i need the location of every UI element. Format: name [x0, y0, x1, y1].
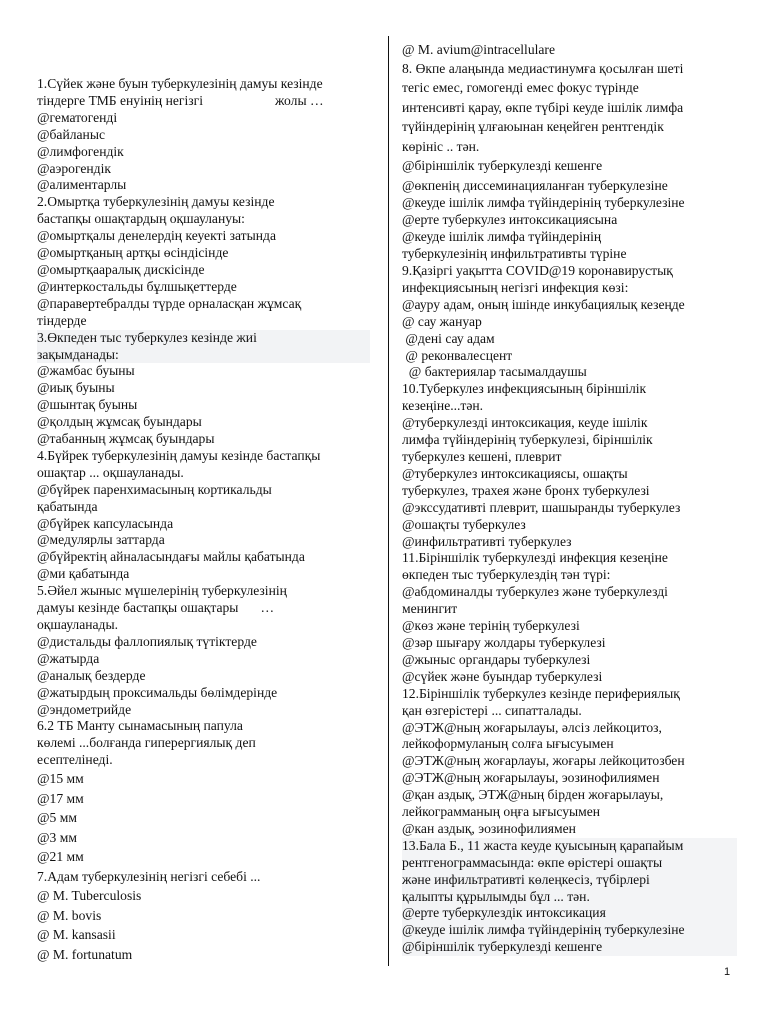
- answer-option: туберкулезінің инфильтративты түріне: [402, 246, 627, 262]
- answer-option: @кеуде ішілік лимфа түйіндерінің туберкулезіне: [402, 922, 737, 939]
- question-13-line: қалыпты құрылымды бұл ... тән.: [402, 889, 737, 906]
- answer-option: @жатырдың проксимальды бөлімдерінде: [37, 684, 278, 700]
- answer-option: @жатырда: [37, 650, 100, 666]
- answer-option: @байланыс: [37, 126, 106, 142]
- answer-option: @3 мм: [37, 829, 77, 845]
- answer-option: @ M. fortunatum: [37, 946, 133, 962]
- answer-option: @17 мм: [37, 790, 84, 806]
- question-13-line: рентгенограммасында: өкпе өрістері ошақты: [402, 855, 737, 872]
- answer-option: @алиментарлы: [37, 177, 127, 193]
- question-6-line: 6.2 ТБ Манту сынамасының папула: [37, 718, 243, 734]
- question-1-line-2b: жолы …: [274, 92, 324, 108]
- question-6-line: есептелінеді.: [37, 752, 113, 768]
- answer-option: @интеркостальды бұлшықеттерде: [37, 278, 237, 294]
- answer-option: @қолдың жұмсақ буындары: [37, 414, 202, 430]
- question-11-line: өкпеден тыс туберкулездің тән түрі:: [402, 567, 611, 583]
- answer-option: @сүйек және буындар туберкулезі: [402, 668, 603, 684]
- question-1-line-2a: тіндерге ТМБ енуінің негізгі: [37, 92, 203, 108]
- answer-option: @ реконвалесцент: [402, 347, 513, 363]
- question-5-line: [37, 600, 370, 617]
- answer-option: @омыртқалы денелердің кеуекті затында: [37, 228, 276, 244]
- question-8-line: түйіндерінің ұлғаюынан кеңейген рентгендік: [402, 119, 664, 135]
- answer-option: @гематогенді: [37, 109, 118, 125]
- question-5-line: оқшауланады.: [37, 617, 118, 632]
- question-2-line: 2.Омыртқа туберкулезінің дамуы кезінде: [37, 194, 275, 210]
- answer-option: @паравертебралды түрде орналасқан жұмсақ: [37, 295, 302, 311]
- answer-option: @абдоминалды туберкулез және туберкулезді: [402, 584, 668, 600]
- answer-option: тіндерде: [37, 312, 87, 328]
- question-12-line: қан өзгерістері ... сипатталады.: [402, 702, 582, 718]
- question-5-line-2a: дамуы кезінде бастапқы ошақтары: [37, 600, 239, 616]
- answer-option: @ошақты туберкулез: [402, 516, 526, 532]
- answer-option: @ M. Tuberculosis: [37, 888, 142, 904]
- answer-option: @ M. bovis: [37, 907, 102, 923]
- answer-option: @ЭТЖ@ның жоғарлауы, жоғары лейкоцитозбен: [402, 753, 685, 769]
- answer-option: @қан аздық, ЭТЖ@ның бірден жоғарылауы,: [402, 787, 664, 803]
- answer-option: @туберкулез интоксикациясы, ошақты: [402, 465, 628, 481]
- answer-option: @ сау жануар: [402, 313, 482, 329]
- answer-option: @ауру адам, оның ішінде инкубациялық кезеңде: [402, 296, 685, 312]
- answer-option: лимфа түйіндерінің туберкулезі, біріншілік: [402, 432, 653, 448]
- question-13-line: және инфильтративті көлеңкесіз, түбірлері: [402, 872, 737, 889]
- question-13-line: 13.Бала Б., 11 жаста кеуде қуысының қарапайым: [402, 838, 737, 855]
- answer-option: @аналық бездерде: [37, 667, 146, 683]
- answer-option: туберкулез, трахея және бронх туберкулезі: [402, 482, 650, 498]
- answer-option: @омыртқаның артқы өсіндісінде: [37, 245, 229, 261]
- answer-option: @дені сау адам: [402, 330, 495, 346]
- answer-option: @дистальды фаллопиялық түтіктерде: [37, 633, 257, 649]
- question-10-line: 10.Туберкулез инфекциясының біріншілік: [402, 381, 647, 397]
- question-4-line: ошақтар ... оқшауланады.: [37, 464, 184, 480]
- answer-option: @өкпенің диссеминацияланған туберкулезіне: [402, 177, 668, 193]
- answer-option: @бүйректің айналасындағы майлы қабатында: [37, 549, 305, 565]
- answer-option: @иық буыны: [37, 380, 115, 396]
- question-4-line: 4.Бүйрек туберкулезінің дамуы кезінде бастапқы: [37, 447, 321, 463]
- question-1-line-2: [37, 93, 370, 110]
- answer-option: @көз және терінің туберкулезі: [402, 618, 580, 634]
- answer-option: @ЭТЖ@ның жоғарылауы, эозинофилиямен: [402, 770, 660, 786]
- answer-option: @экссудативті плеврит, шашыранды туберкулез: [402, 499, 681, 515]
- right-column: [402, 42, 737, 956]
- page-number: 1: [724, 966, 731, 978]
- left-column: [37, 76, 370, 964]
- answer-option: @зәр шығару жолдары туберкулезі: [402, 634, 606, 650]
- answer-option: @ерте туберкулездік интоксикация: [402, 905, 737, 922]
- answer-option: лейкоформуланың солға ығысуымен: [402, 736, 614, 752]
- question-12-line: 12.Біріншілік туберкулез кезінде перифериялық: [402, 685, 680, 701]
- question-1-line-1: 1.Сүйек және буын туберкулезінің дамуы кезінде: [37, 76, 323, 91]
- answer-option: лейкограмманың оңға ығысуымен: [402, 804, 601, 820]
- question-11-line: 11.Біріншілік туберкулезді инфекция кезеңіне: [402, 550, 668, 566]
- question-8-line: көрініс .. тән.: [402, 138, 480, 154]
- answer-option: @біріншілік туберкулезді кешенге: [402, 158, 603, 174]
- question-9-line: 9.Қазіргі уақытта COVID@19 коронавирустық: [402, 263, 673, 279]
- answer-option: @жыныс органдары туберкулезі: [402, 651, 591, 667]
- question-6-line: көлемі ...болғанда гиперергиялық деп: [37, 735, 256, 751]
- answer-option: @омыртқааралық дискісінде: [37, 261, 205, 277]
- answer-option: @кан аздық, эозинофилиямен: [402, 820, 576, 836]
- answer-option: @ми қабатында: [37, 566, 130, 582]
- answer-option: @табанның жұмсақ буындары: [37, 431, 215, 447]
- question-8-line: тегіс емес, гомогенді емес фокус түрінде: [402, 80, 639, 96]
- answer-option: @инфильтративті туберкулез: [402, 533, 572, 549]
- column-divider: [388, 36, 389, 966]
- answer-option: @біріншілік туберкулезді кешенге: [402, 939, 737, 956]
- answer-option: @ M. avium@intracellulare: [402, 42, 555, 57]
- question-8-line: интенсивті қарау, өкпе түбірі кеуде ішілік лимфа: [402, 99, 684, 115]
- question-3-line: зақымданады:: [37, 347, 370, 364]
- answer-option: @аэрогендік: [37, 160, 111, 176]
- question-8-line: 8. Өкпе алаңында медиастинумға қосылған шеті: [402, 60, 684, 76]
- answer-option: қабатында: [37, 498, 98, 514]
- answer-option: туберкулез кешені, плеврит: [402, 449, 562, 464]
- answer-option: @лимфогендік: [37, 143, 124, 159]
- answer-option: @бүйрек капсуласында: [37, 515, 174, 531]
- question-5-line-2b: …: [260, 600, 275, 616]
- question-9-line: инфекциясының негізгі инфекция көзі:: [402, 279, 629, 295]
- answer-option: @эндометрийде: [37, 701, 132, 717]
- question-10-line: кезеңіне...тән.: [402, 398, 484, 414]
- answer-option: @5 мм: [37, 810, 77, 826]
- answer-option: @жамбас буыны: [37, 363, 135, 379]
- answer-option: @21 мм: [37, 849, 84, 865]
- answer-option: @медулярлы заттарда: [37, 532, 165, 548]
- question-7-line: 7.Адам туберкулезінің негізгі себебі ...: [37, 868, 261, 884]
- answer-option: @ бактериялар тасымалдаушы: [402, 364, 587, 380]
- answer-option: @кеуде ішілік лимфа түйіндерінің: [402, 229, 602, 245]
- question-5-line: 5.Әйел жыныс мүшелерінің туберкулезінің: [37, 583, 287, 599]
- answer-option: @бүйрек паренхимасының кортикальды: [37, 481, 272, 497]
- question-3-line: 3.Өкпеден тыс туберкулез кезінде жиі: [37, 330, 370, 347]
- answer-option: @шынтақ буыны: [37, 397, 138, 413]
- answer-option: менингит: [402, 601, 458, 617]
- answer-option: @ерте туберкулез интоксикациясына: [402, 212, 618, 228]
- question-2-line: бастапқы ошақтардың оқшаулануы:: [37, 211, 245, 227]
- answer-option: @туберкулезді интоксикация, кеуде ішілік: [402, 415, 648, 431]
- answer-option: @15 мм: [37, 771, 84, 787]
- answer-option: @кеуде ішілік лимфа түйіндерінің туберкулезіне: [402, 195, 685, 211]
- answer-option: @ M. kansasii: [37, 927, 116, 943]
- answer-option: @ЭТЖ@ның жоғарылауы, әлсіз лейкоцитоз,: [402, 719, 662, 735]
